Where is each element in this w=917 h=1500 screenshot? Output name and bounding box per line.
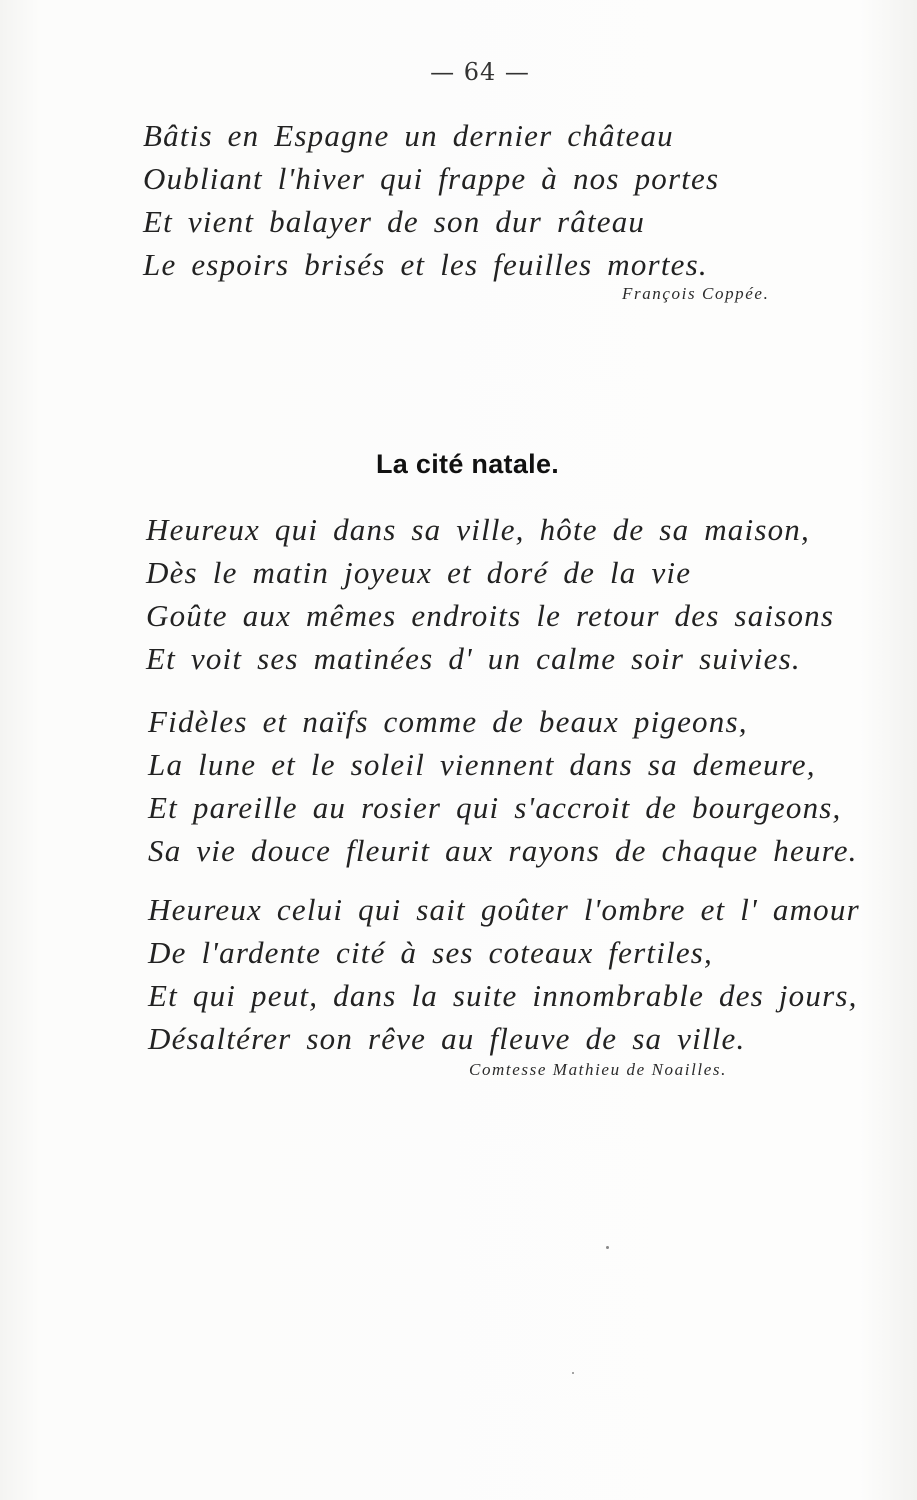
verse-line: Heureux celui qui sait goûter l'ombre et l' amour <box>148 892 860 927</box>
poem-author: François Coppée. <box>622 284 770 303</box>
verse-line: Bâtis en Espagne un dernier château <box>143 118 674 153</box>
verse-line: Heureux qui dans sa ville, hôte de sa maison, <box>146 512 810 547</box>
verse-line: Goûte aux mêmes endroits le retour des saisons <box>146 598 835 633</box>
poem-stanza <box>146 508 834 680</box>
verse-line: Le espoirs brisés et les feuilles mortes. <box>143 247 708 282</box>
paper-speck <box>572 1372 574 1374</box>
verse-line: Et voit ses matinées d' un calme soir suivies. <box>146 641 801 676</box>
verse-line: Et qui peut, dans la suite innombrable des jours, <box>148 978 858 1013</box>
paper-speck <box>606 1246 609 1249</box>
poem-author: Comtesse Mathieu de Noailles. <box>469 1060 727 1079</box>
poem-stanza <box>143 114 719 286</box>
verse-line: Oubliant l'hiver qui frappe à nos portes <box>143 161 720 196</box>
verse-line: Dès le matin joyeux et doré de la vie <box>146 555 692 590</box>
verse-line: Et vient balayer de son dur râteau <box>143 204 646 239</box>
page-number: — 64 — <box>430 58 530 86</box>
poem-stanza <box>148 700 858 872</box>
verse-line: Sa vie douce fleurit aux rayons de chaque heure. <box>148 833 858 868</box>
poem-title: La cité natale. <box>376 449 560 479</box>
poem-stanza <box>148 888 860 1060</box>
verse-line: Et pareille au rosier qui s'accroit de bourgeons, <box>148 790 842 825</box>
verse-line: Fidèles et naïfs comme de beaux pigeons, <box>148 704 748 739</box>
verse-line: La lune et le soleil viennent dans sa demeure, <box>148 747 816 782</box>
verse-line: Désaltérer son rêve au fleuve de sa ville. <box>148 1021 746 1056</box>
verse-line: De l'ardente cité à ses coteaux fertiles, <box>148 935 714 970</box>
